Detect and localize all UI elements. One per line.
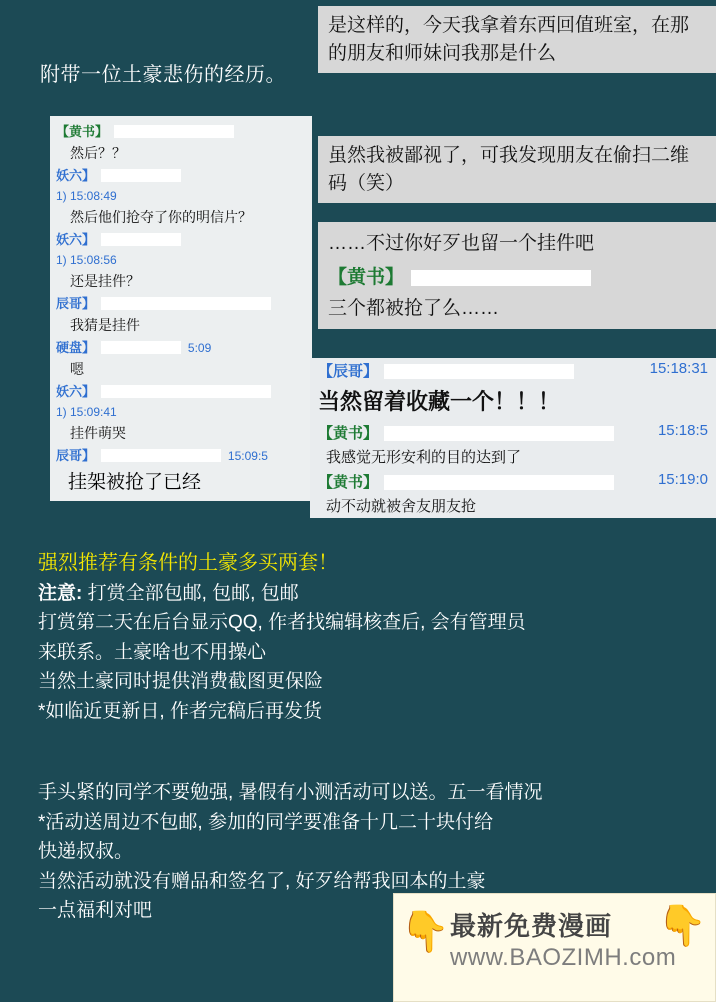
chat-row-nick	[50, 164, 312, 186]
left-chat-screenshot	[50, 116, 312, 501]
chat-nick: 【黄书】	[318, 425, 379, 442]
chat-row-text	[50, 314, 312, 336]
chat-bubble-3	[318, 222, 716, 329]
chat-timestamp: 15:09:5	[227, 449, 268, 463]
chat-message: 我猜是挂件	[70, 317, 140, 333]
chat-nick: 辰哥】	[56, 448, 96, 463]
chat-message: 还是挂件？	[70, 273, 140, 289]
chat-bubble-1: 是这样的，今天我拿着东西回值班室，在那的朋友和师妹问我那是什么	[318, 6, 716, 73]
chat-message: 我感觉无形安利的目的达到了	[326, 449, 522, 466]
promo-highlight: 强烈推荐有条件的土豪多买两套！	[38, 552, 338, 574]
chat-row-nick	[50, 444, 312, 466]
redaction-bar	[114, 125, 234, 138]
chat-row-text	[50, 422, 312, 444]
promo-line-11: 一点福利对吧	[38, 899, 153, 921]
promo-line-9: 快递叔叔。	[38, 841, 134, 863]
promo-line-7: 手头紧的同学不要勉强, 暑假有小测活动可以送。五一看情况	[38, 782, 543, 804]
chat-nick: 【黄书】	[56, 124, 109, 139]
chat-nick: 【黄书】	[328, 266, 405, 288]
chat-row-nick	[50, 120, 312, 142]
chat-timestamp: 15:19:0	[657, 471, 708, 488]
promo-line-10: 当然活动就没有赠品和签名了, 好歹给帮我回本的土豪	[38, 870, 486, 892]
chat-timestamp: 5:09	[187, 341, 212, 355]
redaction-bar	[101, 169, 181, 182]
intro-text: 附带一位土豪悲伤的经历。	[40, 64, 286, 86]
chat-row-text	[50, 358, 312, 380]
chat-row-text	[50, 206, 312, 228]
chat-nick: 妖六】	[56, 168, 96, 183]
promo-line-6: *如临近更新日, 作者完稿后再发货	[38, 700, 322, 722]
promo-spacer	[38, 752, 698, 778]
redaction-bar	[101, 297, 271, 310]
chat-nick: 【辰哥】	[318, 363, 379, 380]
chat-nick: 【黄书】	[318, 474, 379, 491]
chat-timestamp: 15:18:5	[657, 422, 708, 439]
chat-timestamp: 1) 15:08:49	[56, 189, 117, 203]
chat-row-time	[50, 186, 312, 206]
redaction-bar	[384, 475, 614, 490]
redaction-bar	[384, 426, 614, 441]
chat-row-time	[50, 250, 312, 270]
promo-note-text: 打赏全部包邮, 包邮, 包邮	[82, 583, 299, 604]
redaction-bar	[101, 341, 181, 354]
chat-timestamp: 15:18:31	[649, 360, 708, 377]
promo-line-3: 打赏第二天在后台显示QQ, 作者找编辑核查后, 会有管理员	[38, 612, 526, 634]
redaction-bar	[411, 270, 591, 286]
promo-line-4: 来联系。土豪啥也不用操心	[38, 641, 267, 663]
redaction-bar	[384, 364, 574, 379]
chat-message: 嗯	[70, 361, 84, 377]
chat-row-nick	[310, 420, 716, 445]
chat-row-nick	[50, 336, 312, 358]
chat-nick: 妖六】	[56, 384, 96, 399]
chat-timestamp: 1) 15:09:41	[56, 405, 117, 419]
chat-row-nick	[50, 380, 312, 402]
redaction-bar	[101, 233, 181, 246]
chat-message: 动不动就被舍友朋友抢	[326, 498, 477, 515]
chat-row-text	[50, 142, 312, 164]
chat-message-large: 当然留着收藏一个！！！	[318, 389, 561, 414]
chat-bubble-3-line2: 三个都被抢了么……	[328, 298, 500, 320]
chat-bubble-3-line1: ……不过你好歹也留一个挂件吧	[328, 233, 595, 254]
right-chat-screenshot	[310, 358, 716, 518]
chat-nick: 硬盘】	[56, 340, 96, 355]
redaction-bar	[101, 449, 221, 462]
chat-row-nick	[310, 469, 716, 494]
chat-message: 挂件萌哭	[70, 425, 126, 441]
chat-bubble-2: 虽然我被鄙视了，可我发现朋友在偷扫二维码（笑）	[318, 136, 716, 203]
promo-line-5: 当然土豪同时提供消费截图更保险	[38, 671, 324, 693]
pointing-down-hand-icon: 👇	[400, 910, 450, 954]
chat-row-nick	[50, 228, 312, 250]
watermark-title: 最新免费漫画	[450, 911, 613, 941]
chat-row-nick	[50, 292, 312, 314]
pointing-down-hand-icon: 👇	[657, 904, 707, 948]
watermark-url: www.BAOZIMH.com	[450, 944, 677, 971]
promo-text-block	[38, 548, 698, 925]
watermark-banner	[393, 893, 716, 1002]
chat-row-nick	[310, 358, 716, 383]
chat-message-large: 挂架被抢了已经	[68, 472, 202, 493]
promo-note-label: 注意:	[38, 583, 83, 604]
chat-message: 然后他们抢夺了你的明信片？	[70, 209, 252, 225]
redaction-bar	[101, 385, 271, 398]
chat-message: 然后？？	[70, 145, 126, 161]
chat-nick: 妖六】	[56, 232, 96, 247]
chat-nick: 辰哥】	[56, 296, 96, 311]
chat-row-time	[50, 402, 312, 422]
chat-row-text	[50, 270, 312, 292]
chat-row-text	[50, 466, 312, 495]
promo-line-8: *活动送周边不包邮, 参加的同学要准备十几二十块付给	[38, 811, 493, 833]
promo-note	[38, 579, 698, 608]
promo-spacer	[38, 726, 698, 752]
chat-timestamp: 1) 15:08:56	[56, 253, 117, 267]
